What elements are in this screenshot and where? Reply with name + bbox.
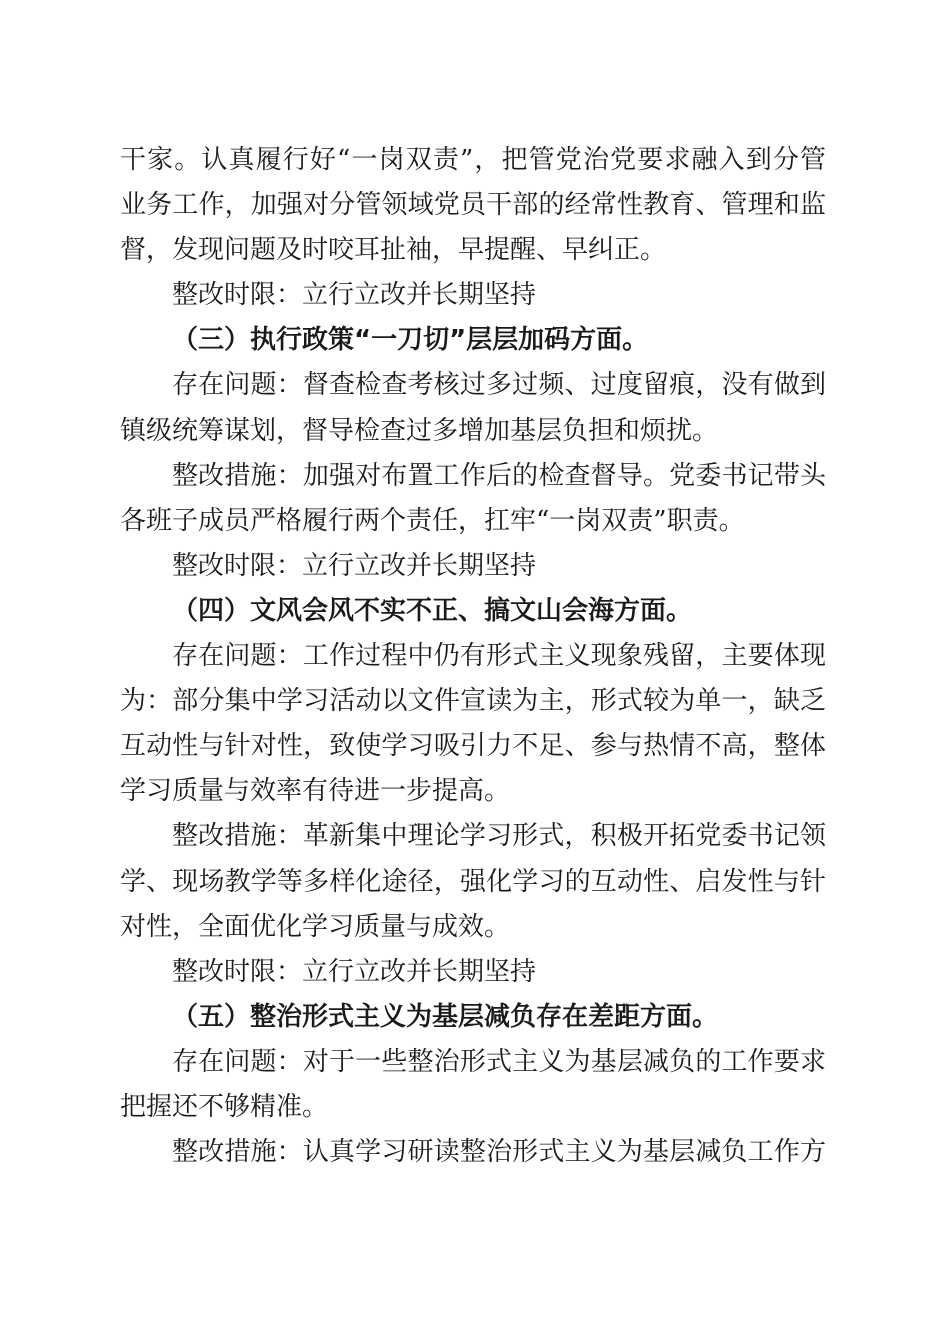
- body-text-line: 为：部分集中学习活动以文件宣读为主，形式较为单一，缺乏: [120, 686, 826, 717]
- body-text-line: 互动性与针对性，致使学习吸引力不足、参与热情不高，整体: [120, 731, 826, 762]
- body-text-line: 学习质量与效率有待进一步提高。: [120, 776, 511, 807]
- body-text-line: 对性，全面优化学习质量与成效。: [120, 911, 511, 942]
- deadline-line: 整改时限：立行立改并长期坚持: [172, 280, 537, 311]
- body-text-line: 业务工作，加强对分管领域党员干部的经常性教育、管理和监: [120, 190, 826, 221]
- deadline-line: 整改时限：立行立改并长期坚持: [172, 550, 537, 581]
- body-text-line: 镇级统筹谋划，督导检查过多增加基层负担和烦扰。: [120, 415, 719, 446]
- body-text-line: 干家。认真履行好“一岗双责”，把管党治党要求融入到分管: [120, 145, 826, 175]
- measure-line: 整改措施：革新集中理论学习形式，积极开拓党委书记领: [172, 821, 826, 852]
- problem-line: 存在问题：督查检查考核过多过频、过度留痕，没有做到: [172, 370, 826, 401]
- body-text-line: 把握还不够精准。: [120, 1091, 329, 1122]
- measure-line: 整改措施：加强对布置工作后的检查督导。党委书记带头: [172, 460, 826, 491]
- deadline-line: 整改时限：立行立改并长期坚持: [172, 956, 537, 987]
- body-text-line: 督，发现问题及时咬耳扯袖，早提醒、早纠正。: [120, 235, 667, 266]
- section-heading-4: （四）文风会风不实不正、搞文山会海方面。: [172, 595, 693, 626]
- body-text-line: 学、现场教学等多样化途径，强化学习的互动性、启发性与针: [120, 866, 826, 897]
- measure-line: 整改措施：认真学习研读整治形式主义为基层减负工作方: [172, 1137, 826, 1168]
- body-text-line: 各班子成员严格履行两个责任，扛牢“一岗双责”职责。: [120, 505, 745, 536]
- problem-line: 存在问题：对于一些整治形式主义为基层减负的工作要求: [172, 1046, 826, 1077]
- section-heading-5: （五）整治形式主义为基层减负存在差距方面。: [172, 1001, 719, 1032]
- problem-line: 存在问题：工作过程中仍有形式主义现象残留，主要体现: [172, 641, 826, 672]
- document-page: [120, 138, 826, 1175]
- section-heading-3: （三）执行政策“一刀切”层层加码方面。: [172, 325, 649, 356]
